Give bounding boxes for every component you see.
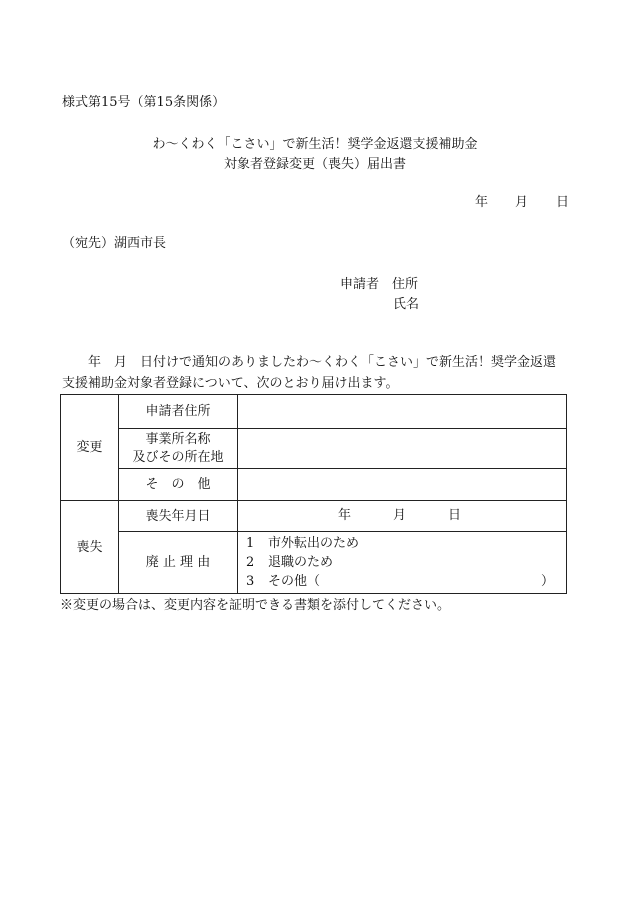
addressee: （宛先）湖西市長 xyxy=(62,236,167,251)
loss-date-day-label: 日 xyxy=(448,508,462,523)
reason-option-1[interactable] xyxy=(246,534,566,553)
reason-row-label: 廃 止 理 由 xyxy=(119,532,238,594)
applicant-address-value-cell[interactable] xyxy=(238,395,567,429)
office-value-cell[interactable] xyxy=(238,429,567,469)
document-title-line2: 対象者登録変更（喪失）届出書 xyxy=(223,157,406,172)
loss-date-value-cell[interactable] xyxy=(238,501,567,532)
reason-text: 市外転出のため xyxy=(268,536,360,551)
notification-table xyxy=(60,394,567,594)
reason-row xyxy=(61,532,567,594)
reason-option-3[interactable] xyxy=(246,572,566,591)
office-label-line1: 事業所名称 xyxy=(145,431,211,447)
change-address-row xyxy=(61,395,567,429)
loss-date-year-label: 年 xyxy=(338,508,352,523)
reason-number: 1 xyxy=(246,536,255,551)
body-text-line2: 支援補助金対象者登録について、次のとおり届け出ます。 xyxy=(62,376,399,391)
applicant-name-label: 氏名 xyxy=(393,297,420,312)
reason-text: その他（ xyxy=(268,574,321,589)
date-year-label: 年 xyxy=(475,195,489,210)
other-row-label: そ の 他 xyxy=(119,469,238,501)
applicant-address-row-label: 申請者住所 xyxy=(119,395,238,429)
loss-date-row xyxy=(61,501,567,532)
reason-options xyxy=(238,532,567,594)
body-text-line1: 年 月 日付けで通知のありましたわ～くわく「こさい」で新生活！奨学金返還 xyxy=(62,355,557,370)
other-value-cell[interactable] xyxy=(238,469,567,501)
change-office-row xyxy=(61,429,567,469)
loss-section-label: 喪失 xyxy=(61,501,119,594)
reason-option-2[interactable] xyxy=(246,553,566,572)
footnote: ※変更の場合は、変更内容を証明できる書類を添付してください。 xyxy=(60,598,451,613)
date-day-label: 日 xyxy=(556,195,570,210)
reason-number: 3 xyxy=(246,574,255,589)
reason-text: 退職のため xyxy=(268,555,334,570)
office-row-label xyxy=(119,429,238,469)
change-other-row xyxy=(61,469,567,501)
document-title-line1: わ～くわく「こさい」で新生活！奨学金返還支援補助金 xyxy=(152,137,478,152)
loss-date-month-label: 月 xyxy=(393,508,407,523)
form-number: 様式第15号（第15条関係） xyxy=(62,95,226,110)
applicant-address-label: 申請者 住所 xyxy=(340,277,419,292)
office-label-line2: 及びその所在地 xyxy=(132,449,224,465)
date-month-label: 月 xyxy=(515,195,529,210)
loss-date-row-label: 喪失年月日 xyxy=(119,501,238,532)
change-section-label: 変更 xyxy=(61,395,119,501)
reason-number: 2 xyxy=(246,555,255,570)
reason-close-paren: ） xyxy=(540,574,554,589)
